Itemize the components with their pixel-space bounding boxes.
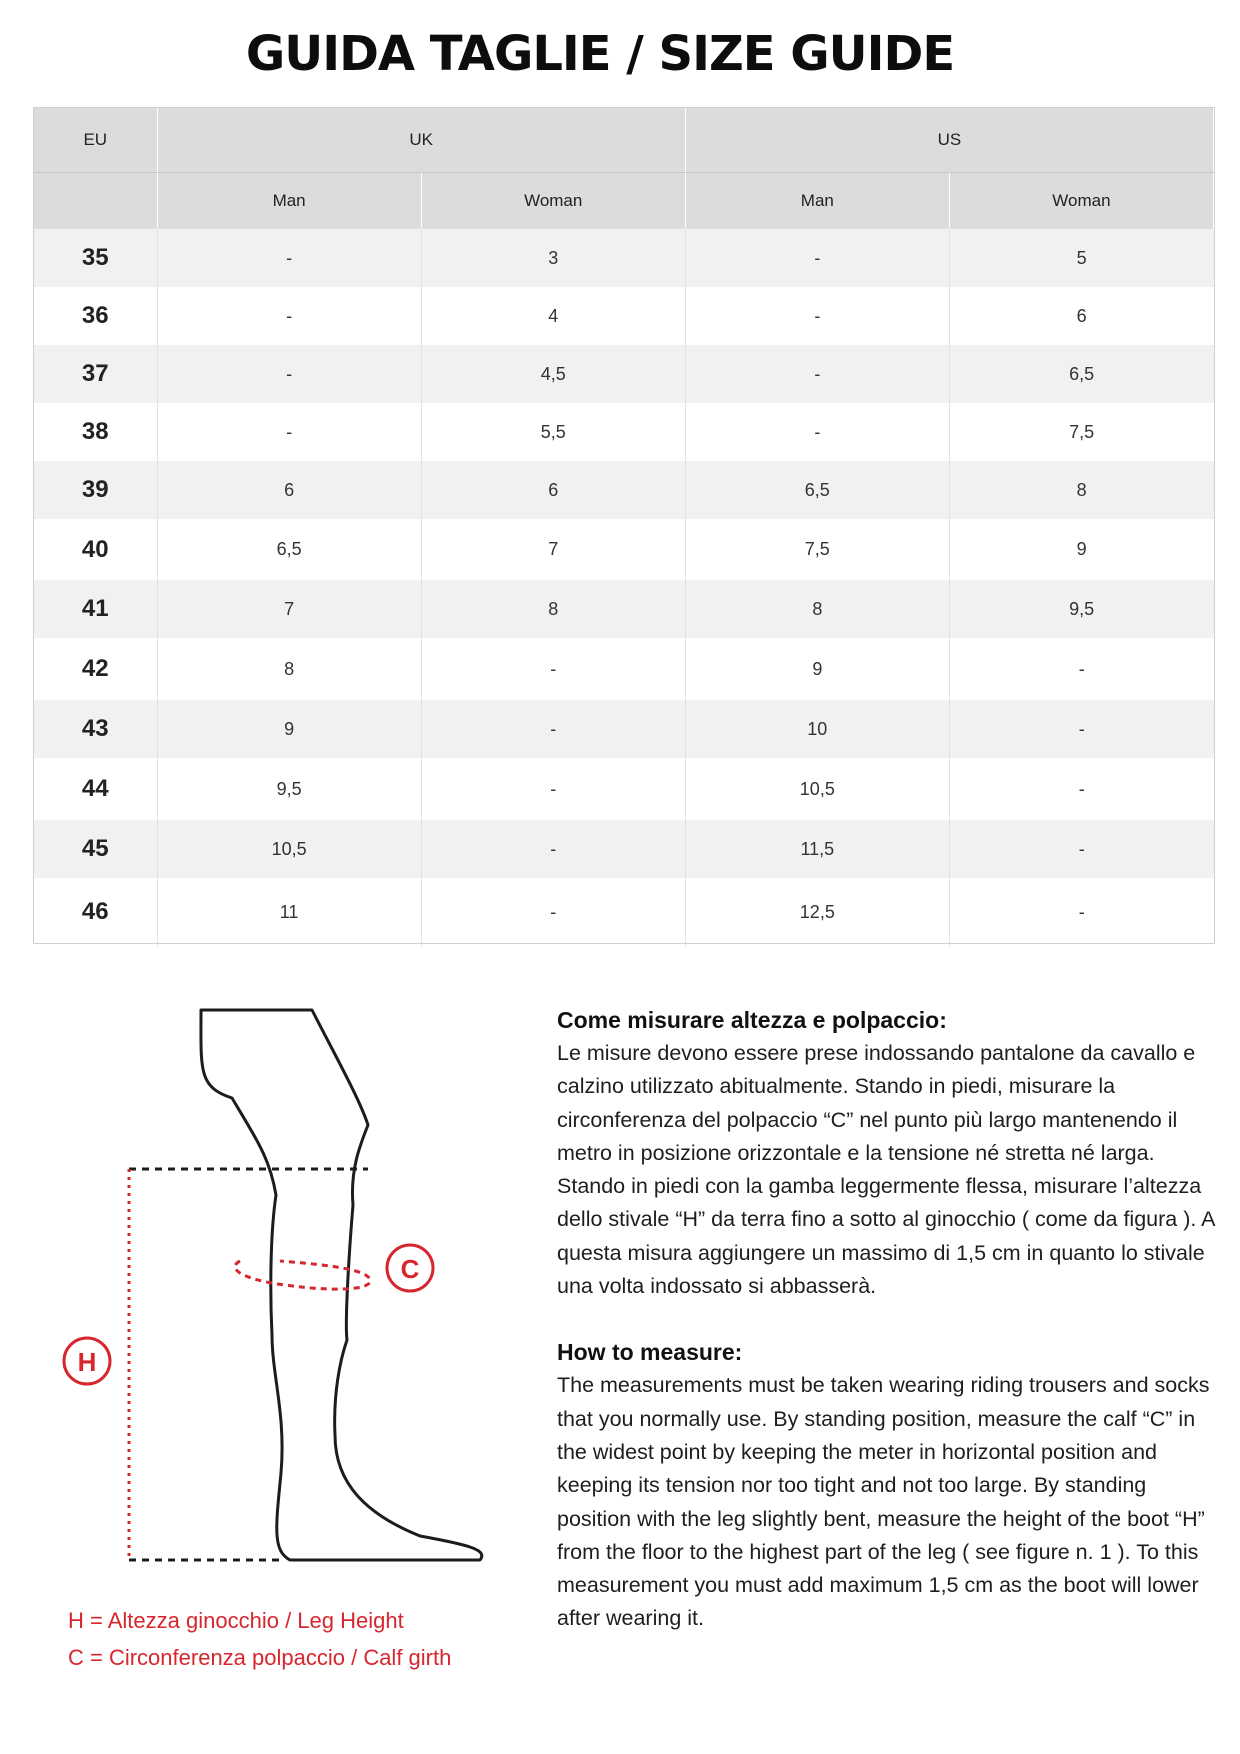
cell-uk-woman: - [421,878,685,946]
cell-us-woman: 8 [949,461,1213,519]
cell-us-man: 6,5 [685,461,949,519]
cell-us-woman: 5 [949,229,1213,287]
cell-uk-man: 10,5 [157,820,421,878]
cell-eu: 37 [34,345,157,403]
cell-uk-man: 9 [157,700,421,758]
table-row [34,287,1214,345]
cell-eu: 46 [34,878,157,946]
cell-eu: 44 [34,758,157,820]
cell-eu: 38 [34,403,157,461]
cell-uk-man: 6 [157,461,421,519]
cell-eu: 43 [34,700,157,758]
table-row [34,345,1214,403]
cell-uk-woman: 4,5 [421,345,685,403]
header-eu: EU [34,108,157,173]
cell-us-woman: - [949,638,1213,700]
table-row [34,580,1214,638]
legend-calf: C = Circonferenza polpaccio / Calf girth [68,1645,452,1670]
cell-us-man: - [685,287,949,345]
cell-uk-woman: 8 [421,580,685,638]
cell-eu: 42 [34,638,157,700]
figure-legend [68,1602,451,1676]
italian-heading: Come misurare altezza e polpaccio: [557,1007,947,1033]
cell-us-man: 7,5 [685,519,949,580]
table-row [34,461,1214,519]
cell-uk-woman: 5,5 [421,403,685,461]
cell-us-woman: 9 [949,519,1213,580]
table-row [34,638,1214,700]
cell-us-man: - [685,229,949,287]
cell-us-man: 10 [685,700,949,758]
cell-uk-woman: 3 [421,229,685,287]
table-row [34,878,1214,946]
cell-uk-man: 7 [157,580,421,638]
cell-us-woman: 7,5 [949,403,1213,461]
cell-us-woman: - [949,820,1213,878]
cell-us-man: 8 [685,580,949,638]
cell-uk-woman: - [421,638,685,700]
cell-uk-woman: 4 [421,287,685,345]
cell-us-man: 10,5 [685,758,949,820]
page-title: GUIDA TAGLIE / SIZE GUIDE [245,26,955,82]
header-uk-man: Man [157,173,421,230]
cell-us-man: 11,5 [685,820,949,878]
measure-instructions [557,1004,1217,1636]
cell-us-man: 9 [685,638,949,700]
table-row [34,229,1214,287]
table-row [34,519,1214,580]
size-table [34,108,1214,946]
cell-eu: 36 [34,287,157,345]
table-row [34,758,1214,820]
cell-eu: 45 [34,820,157,878]
english-body: The measurements must be taken wearing riding trousers and socks that you normally use. By standing position, measure the calf “C” in the widest point by keeping the meter in horizontal position and keeping its tension nor too tight and not too large. By standing position with the leg slightly bent, measure the height of the boot “H” from the floor to the highest part of the leg ( see figure n. 1 ). To this measurement you must add maximum 1,5 cm as the boot will lower after wearing it. [557,1373,1210,1631]
header-uk-woman: Woman [421,173,685,230]
cell-eu: 41 [34,580,157,638]
cell-uk-woman: - [421,820,685,878]
cell-uk-woman: - [421,758,685,820]
cell-uk-man: 11 [157,878,421,946]
cell-us-man: - [685,403,949,461]
header-us-man: Man [685,173,949,230]
table-row [34,700,1214,758]
cell-uk-man: 6,5 [157,519,421,580]
cell-eu: 40 [34,519,157,580]
cell-us-woman: - [949,758,1213,820]
header-us: US [685,108,1213,173]
header-empty [34,173,157,230]
table-row [34,403,1214,461]
size-table-body [34,229,1214,946]
cell-us-woman: - [949,700,1213,758]
cell-uk-woman: 7 [421,519,685,580]
italian-body: Le misure devono essere prese indossando pantalone da cavallo e calzino utilizzato abitualmente. Stando in piedi, misurare la circonferenza del polpaccio “C” nel punto più largo mantenendo il metro in posizione orizzontale e la tensione né stretta né larga. Stando in piedi con la gamba leggermente flessa, misurare l’altezza dello stivale “H” da terra fino a sotto al ginocchio ( come da figura ). A questa misura aggiungere un massimo di 1,5 cm in quanto lo stivale una volta indossato si abbasserà. [557,1041,1215,1299]
cell-uk-man: - [157,345,421,403]
cell-uk-woman: - [421,700,685,758]
legend-height: H = Altezza ginocchio / Leg Height [68,1608,404,1633]
cell-us-woman: 9,5 [949,580,1213,638]
c-label: C [400,1254,420,1284]
cell-uk-man: - [157,403,421,461]
cell-eu: 35 [34,229,157,287]
cell-uk-man: 9,5 [157,758,421,820]
cell-us-woman: - [949,878,1213,946]
leg-measurement-figure [50,995,500,1575]
cell-uk-woman: 6 [421,461,685,519]
cell-uk-man: 8 [157,638,421,700]
cell-us-man: - [685,345,949,403]
header-us-woman: Woman [949,173,1213,230]
italian-instructions [557,1004,1217,1303]
english-heading: How to measure: [557,1339,743,1366]
cell-us-woman: 6 [949,287,1213,345]
english-instructions [557,1336,1217,1635]
h-label: H [77,1347,97,1377]
cell-uk-man: - [157,287,421,345]
cell-us-man: 12,5 [685,878,949,946]
header-uk: UK [157,108,685,173]
cell-us-woman: 6,5 [949,345,1213,403]
cell-eu: 39 [34,461,157,519]
leg-outline [201,1010,482,1560]
cell-uk-man: - [157,229,421,287]
table-row [34,820,1214,878]
